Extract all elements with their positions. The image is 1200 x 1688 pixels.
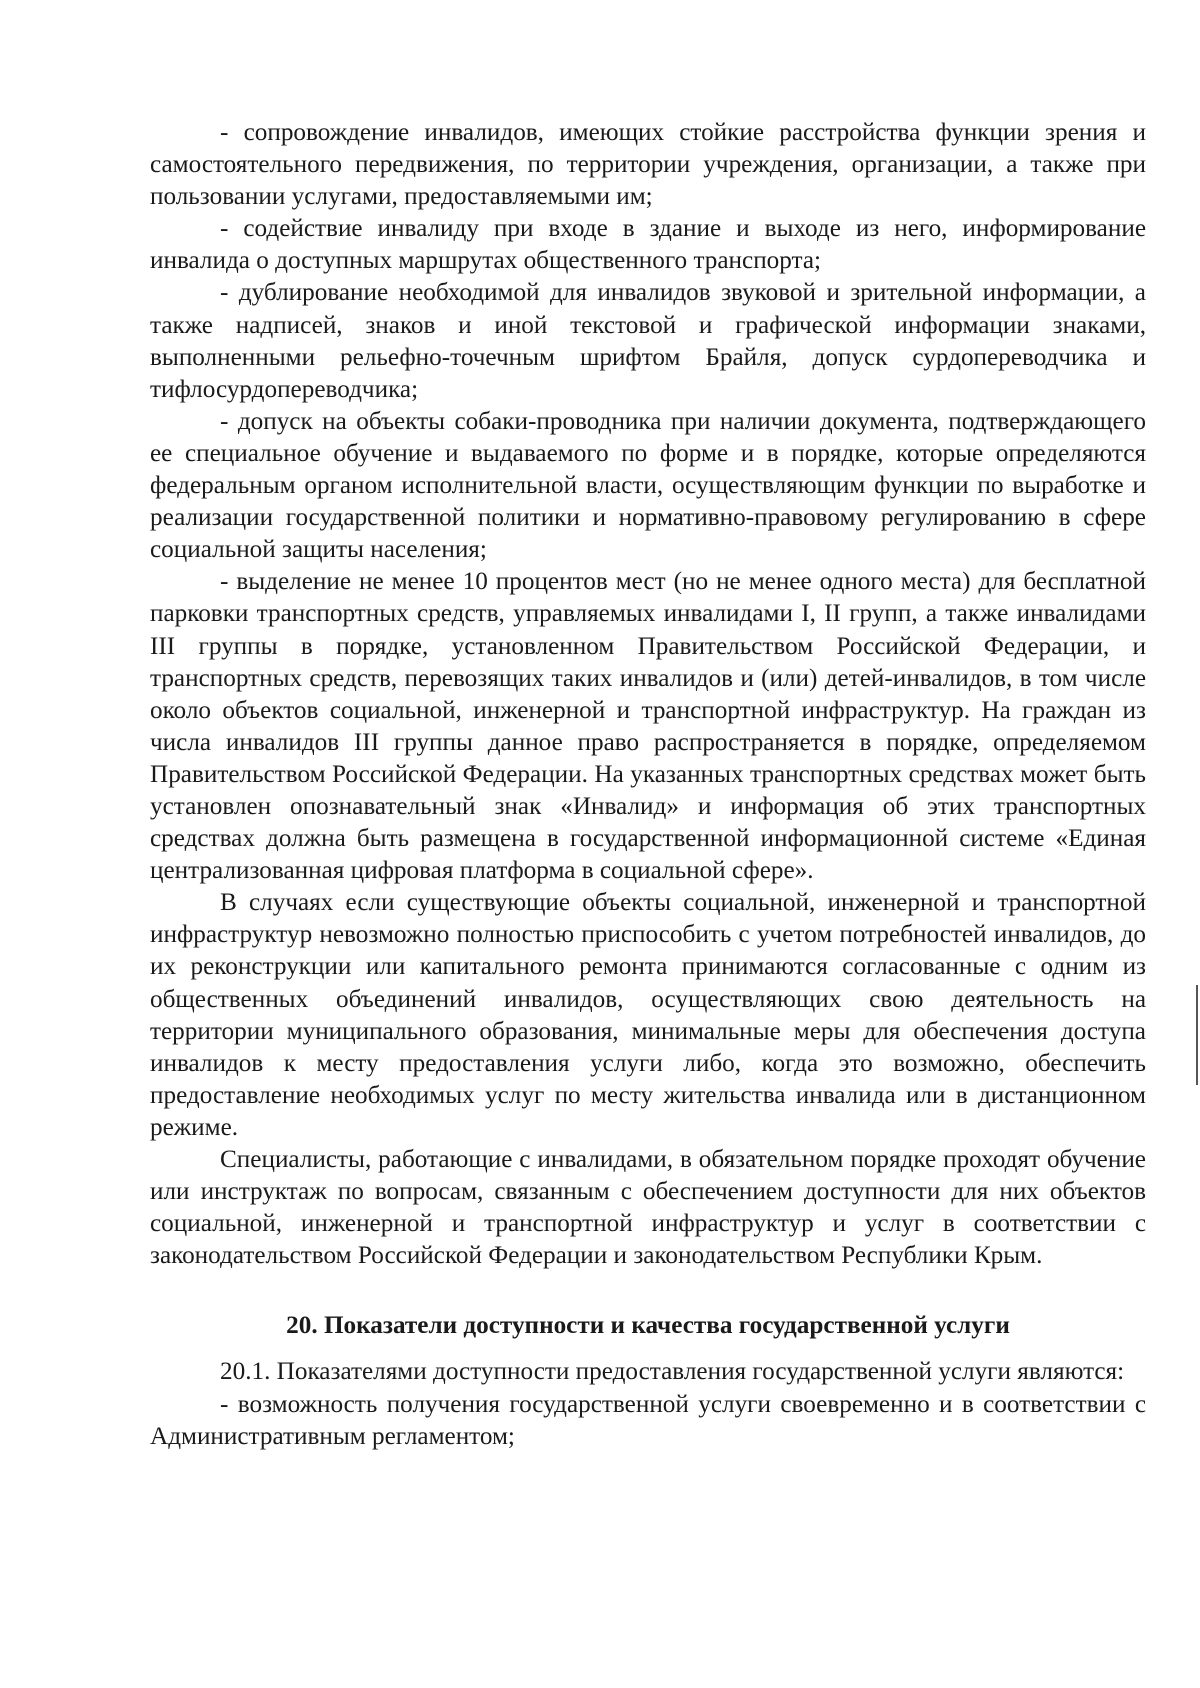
paragraph-parking: - выделение не менее 10 процентов мест (но не менее одного места) для бесплатной парковки транспортных средств, управляемых инвалидами I, II групп, а также инвалидами III группы в порядке, установленном Правительством Российской Федерации, и транспортных средств, перевозящих таких инвалидов и (или) детей-инвалидов, в том числе около объектов социальной, инженерной и транспортной инфраструктур. На граждан из числа инвалидов III группы данное право распространяется в порядке, определяемом Правительством Российской Федерации. На указанных транспортных средствах может быть установлен опознавательный знак «Инвалид» и информация об этих транспортных средствах должна быть размещена в государственной информационной системе «Единая централизованная цифровая платформа в социальной сфере». <box>150 568 1146 885</box>
paragraph-braille: - дублирование необходимой для инвалидов звуковой и зрительной информации, а также надписей, знаков и иной текстовой и графической информации знаками, выполненными рельефно-точечным шрифтом Брайля, допуск сурдопереводчика и тифлосурдопереводчика; <box>150 279 1146 403</box>
document-page <box>150 117 1146 1453</box>
paragraph-guide-dog: - допуск на объекты собаки-проводника при наличии документа, подтверждающего ее специальное обучение и выдаваемого по форме и в порядке, которые определяются федеральным органом исполнительной власти, осуществляющим функции по выработке и реализации государственной политики и нормативно-правовому регулированию в сфере социальной защиты населения; <box>150 407 1146 564</box>
paragraph-infrastructure: В случаях если существующие объекты социальной, инженерной и транспортной инфраструктур невозможно полностью приспособить с учетом потребностей инвалидов, до их реконструкции или капитального ремонта принимаются согласованные с одним из общественных объединений инвалидов, осуществляющих свою деятельность на территории муниципального образования, минимальные меры для обеспечения доступа инвалидов к месту предоставления услуги либо, когда это возможно, обеспечить предоставление необходимых услуг по месту жительства инвалида или в дистанционном режиме. <box>150 889 1146 1141</box>
paragraph-escort: - сопровождение инвалидов, имеющих стойкие расстройства функции зрения и самостоятельного передвижения, по территории учреждения, организации, а также при пользовании услугами, предоставляемыми им; <box>150 119 1146 211</box>
paragraph-indicators: 20.1. Показателями доступности предоставления государственной услуги являются: <box>220 1358 1125 1386</box>
scan-edge-mark <box>1196 985 1198 1085</box>
section-heading: 20. Показатели доступности и качества государственной услуги <box>286 1312 1010 1340</box>
paragraph-timely: - возможность получения государственной услуги своевременно и в соответствии с Административным регламентом; <box>150 1390 1146 1450</box>
paragraph-entry-assistance: - содействие инвалиду при входе в здание и выходе из него, информирование инвалида о доступных маршрутах общественного транспорта; <box>150 215 1146 275</box>
paragraph-specialists: Специалисты, работающие с инвалидами, в обязательном порядке проходят обучение или инструктаж по вопросам, связанным с обеспечением доступности для них объектов социальной, инженерной и транспортной инфраструктур и услуг в соответствии с законодательством Российской Федерации и законодательством Республики Крым. <box>150 1146 1146 1270</box>
